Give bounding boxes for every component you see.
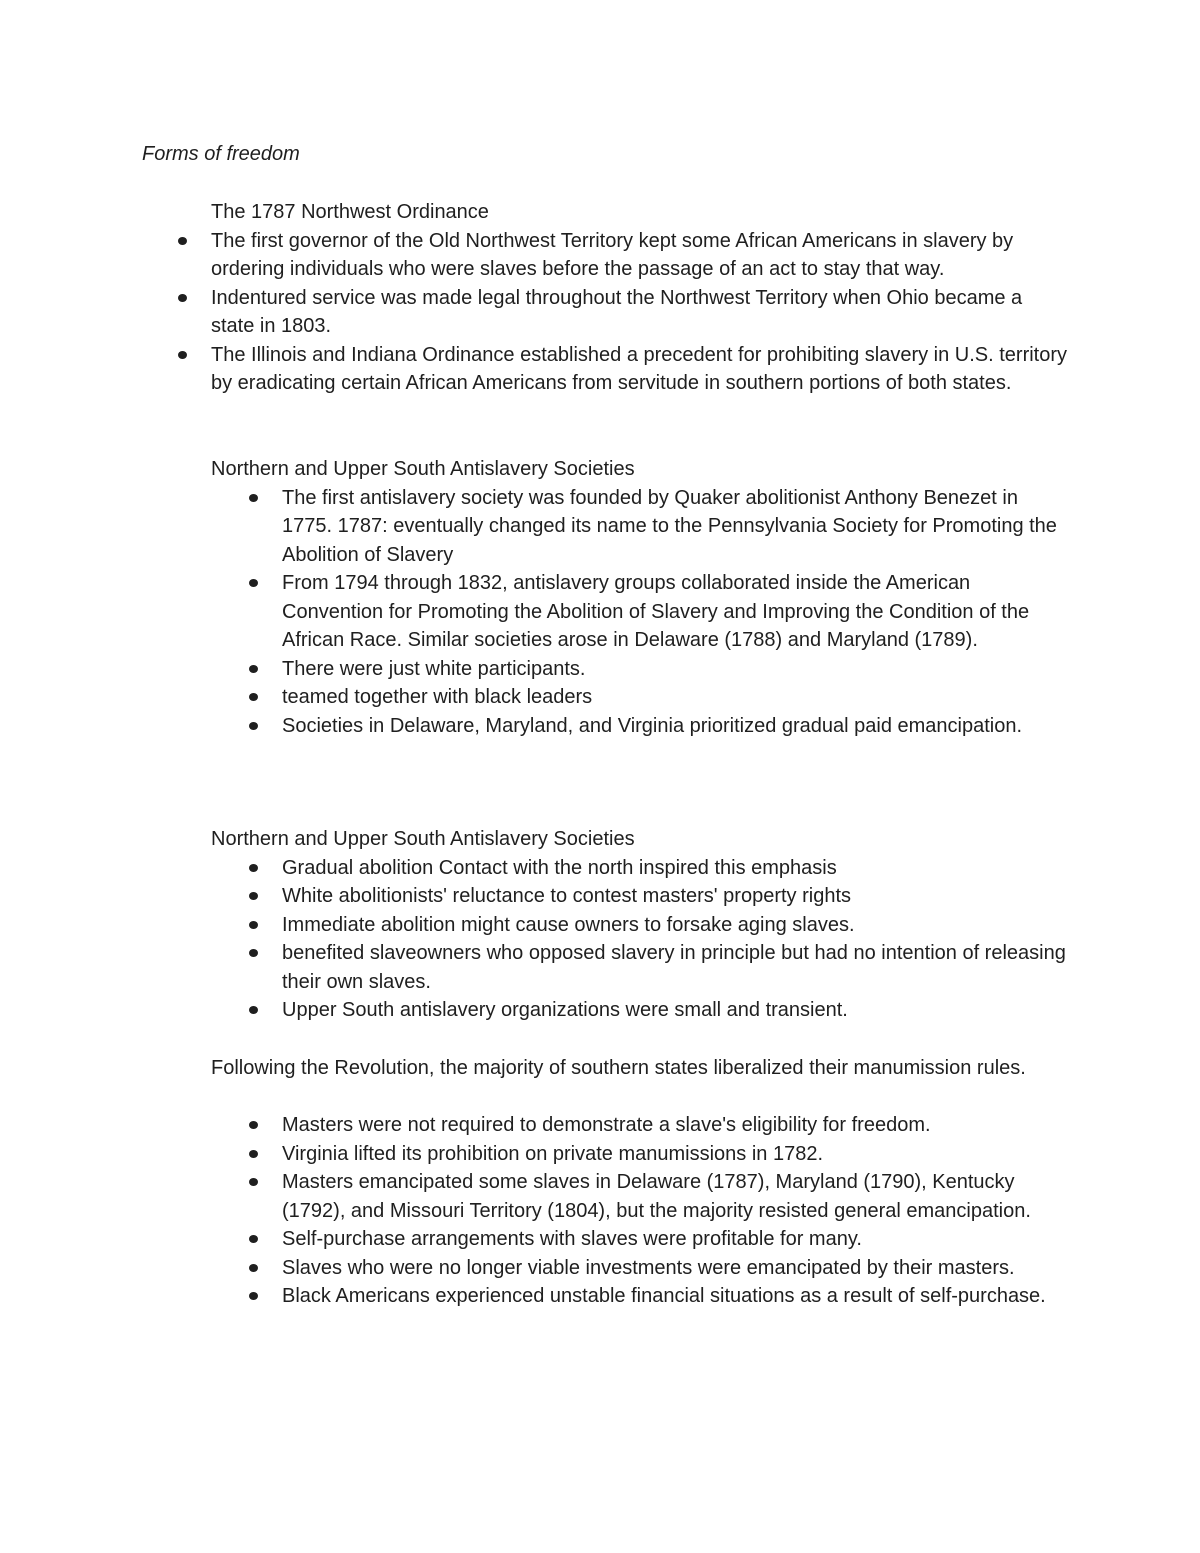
bullet-icon bbox=[249, 1150, 258, 1158]
bullet-icon bbox=[249, 1121, 258, 1129]
list-item bbox=[282, 712, 1072, 741]
list-item bbox=[282, 1225, 1072, 1254]
list-item bbox=[282, 1140, 1072, 1169]
list-item bbox=[282, 484, 1072, 570]
list-item bbox=[211, 227, 1071, 284]
list-item bbox=[282, 655, 1072, 684]
bullet-icon bbox=[249, 1006, 258, 1014]
list-item bbox=[282, 1168, 1072, 1225]
list-item-text: Masters were not required to demonstrate a slave's eligibility for freedom. bbox=[282, 1114, 931, 1136]
list-item bbox=[282, 939, 1072, 996]
list-item-text: Immediate abolition might cause owners to forsake aging slaves. bbox=[282, 913, 855, 936]
list-item-text: teamed together with black leaders bbox=[282, 686, 593, 708]
list-item-text: The Illinois and Indiana Ordinance established a precedent for prohibiting slavery in U.S. territory by eradicating certain African Americans from servitude in southern portions of both states. bbox=[211, 343, 1068, 394]
list-item-text: White abolitionists' reluctance to contest masters' property rights bbox=[282, 885, 851, 907]
list-item-text: From 1794 through 1832, antislavery groups collaborated inside the American Convention for Promoting the Abolition of Slavery and Improving the Condition of the African Race. Similar societies arose in Delaware (1788) and Maryland (1789). bbox=[282, 572, 1030, 651]
list-item-text: Indentured service was made legal throughout the Northwest Territory when Ohio became a state in 1803. bbox=[211, 286, 1023, 337]
bullet-icon bbox=[249, 579, 258, 587]
bullet-icon bbox=[249, 1264, 258, 1272]
bullet-icon bbox=[249, 1178, 258, 1186]
list-item-text: Gradual abolition Contact with the north inspired this emphasis bbox=[282, 856, 837, 879]
list-item bbox=[211, 341, 1071, 398]
list-item-text: There were just white participants. bbox=[282, 657, 586, 680]
bullet-icon bbox=[249, 722, 258, 730]
list-item-text: Masters emancipated some slaves in Delaware (1787), Maryland (1790), Kentucky (1792), and Missouri Territory (1804), but the majority resisted general emancipation. bbox=[282, 1171, 1031, 1222]
list-item bbox=[282, 569, 1072, 655]
list-item bbox=[282, 1111, 1072, 1140]
list-item-text: benefited slaveowners who opposed slavery in principle but had no intention of releasing their own slaves. bbox=[282, 942, 1066, 993]
list-item-text: Slaves who were no longer viable investments were emancipated by their masters. bbox=[282, 1256, 1015, 1279]
list-item-text: Societies in Delaware, Maryland, and Virginia prioritized gradual paid emancipation. bbox=[282, 714, 1023, 737]
list-item-text: The first antislavery society was founded by Quaker abolitionist Anthony Benezet in 1775. 1787: eventually changed its name to the Pennsylvania Society for Promoting the Abolition of Slavery bbox=[282, 486, 1057, 566]
section-heading: The 1787 Northwest Ordinance bbox=[211, 201, 489, 223]
bullet-list bbox=[282, 854, 1072, 1025]
section-heading: Northern and Upper South Antislavery Societies bbox=[211, 458, 635, 480]
list-item-text: Upper South antislavery organizations were small and transient. bbox=[282, 999, 848, 1021]
list-item-text: The first governor of the Old Northwest Territory kept some African Americans in slavery by ordering individuals who were slaves before the passage of an act to stay that way. bbox=[211, 229, 1014, 280]
bullet-list bbox=[211, 227, 1071, 398]
list-item bbox=[282, 996, 1072, 1025]
bullet-icon bbox=[249, 1235, 258, 1243]
bullet-icon bbox=[249, 494, 258, 502]
list-item bbox=[282, 1254, 1072, 1283]
list-item bbox=[282, 683, 1072, 712]
list-item bbox=[282, 911, 1072, 940]
list-item-text: Self-purchase arrangements with slaves were profitable for many. bbox=[282, 1228, 862, 1250]
bullet-icon bbox=[249, 1292, 258, 1300]
bullet-icon bbox=[178, 237, 187, 245]
bullet-icon bbox=[249, 665, 258, 673]
bullet-icon bbox=[249, 892, 258, 900]
bullet-icon bbox=[249, 864, 258, 872]
list-item-text: Black Americans experienced unstable financial situations as a result of self-purchase. bbox=[282, 1285, 1046, 1307]
list-item bbox=[282, 882, 1072, 911]
list-item bbox=[282, 854, 1072, 883]
bullet-list bbox=[282, 1111, 1072, 1311]
bullet-icon bbox=[249, 693, 258, 701]
bullet-icon bbox=[178, 294, 187, 302]
page-title: Forms of freedom bbox=[142, 143, 300, 165]
bullet-list bbox=[282, 484, 1072, 741]
section-heading: Northern and Upper South Antislavery Societies bbox=[211, 828, 635, 850]
list-item-text: Virginia lifted its prohibition on private manumissions in 1782. bbox=[282, 1142, 824, 1165]
list-item bbox=[211, 284, 1071, 341]
bullet-icon bbox=[249, 949, 258, 957]
section-heading: Following the Revolution, the majority of southern states liberalized their manumission rules. bbox=[211, 1057, 1026, 1079]
bullet-icon bbox=[249, 921, 258, 929]
bullet-icon bbox=[178, 351, 187, 359]
list-item bbox=[282, 1282, 1072, 1311]
